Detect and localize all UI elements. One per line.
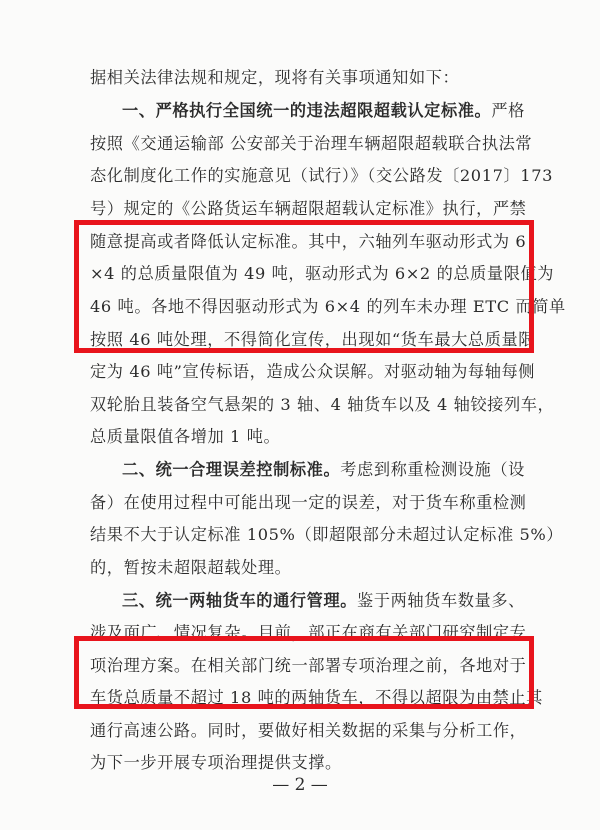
- text-line: 双轮胎且装备空气悬架的 3 轴、4 轴货车以及 4 轴铰接列车，: [90, 395, 555, 414]
- section-heading: 二、统一合理误差控制标准。: [122, 460, 341, 479]
- section-3-heading-line: 三、统一两轴货车的通行管理。鉴于两轴货车数量多、: [122, 591, 525, 610]
- text-line: 号）规定的《公路货运车辆超限超载认定标准》执行，严禁: [90, 199, 527, 218]
- highlight-box-weight-limits: [74, 220, 566, 353]
- section-1-heading-line: 一、严格执行全国统一的违法超限超载认定标准。严格: [122, 101, 525, 120]
- text-line: 按照 46 吨处理，不得简化宣传，出现如“货车最大总质量限: [90, 330, 536, 349]
- section-heading: 一、严格执行全国统一的违法超限超载认定标准。: [122, 101, 492, 120]
- text-line: ×4 的总质量限值为 49 吨，驱动形式为 6×2 的总质量限值为: [90, 264, 555, 283]
- text-line: 的，暂按未超限超载处理。: [90, 558, 292, 577]
- text-line: 总质量限值各增加 1 吨。: [90, 427, 281, 446]
- text-line: 涉及面广、情况复杂。目前，部正在商有关部门研究制定专: [90, 623, 527, 642]
- text-line: 结果不大于认定标准 105%（即超限部分未超过认定标准 5%）: [90, 525, 564, 544]
- text-line: 车货总质量不超过 18 吨的两轴货车，不得以超限为由禁止其: [90, 688, 543, 707]
- text-line: 定为 46 吨”宣传标语，造成公众误解。对驱动轴为每轴每侧: [90, 362, 536, 381]
- text-line: 态化制度化工作的实施意见（试行）》（交公路发〔2017〕173: [90, 166, 553, 185]
- text-line: 项治理方案。在相关部门统一部署专项治理之前，各地对于: [90, 656, 527, 675]
- section-heading: 三、统一两轴货车的通行管理。: [122, 591, 358, 610]
- text-line: 通行高速公路。同时，要做好相关数据的采集与分析工作，: [90, 721, 527, 740]
- page-number: — 2 —: [272, 775, 328, 795]
- text-line: 为下一步开展专项治理提供支撑。: [90, 753, 342, 772]
- section-2-heading-line: 二、统一合理误差控制标准。考虑到称重检测设施（设: [122, 460, 525, 479]
- text-line: 据相关法律法规和规定，现将有关事项通知如下：: [90, 68, 460, 87]
- highlight-box-two-axle-trucks: [74, 636, 534, 709]
- text-line: 46 吨。各地不得因驱动形式为 6×4 的列车未办理 ETC 而简单: [90, 297, 566, 316]
- text-line: 备）在使用过程中可能出现一定的误差，对于货车称重检测: [90, 493, 527, 512]
- text-line: 随意提高或者降低认定标准。其中，六轴列车驱动形式为 6: [90, 232, 527, 251]
- text-line: 按照《交通运输部 公安部关于治理车辆超限超载联合执法常: [90, 134, 533, 153]
